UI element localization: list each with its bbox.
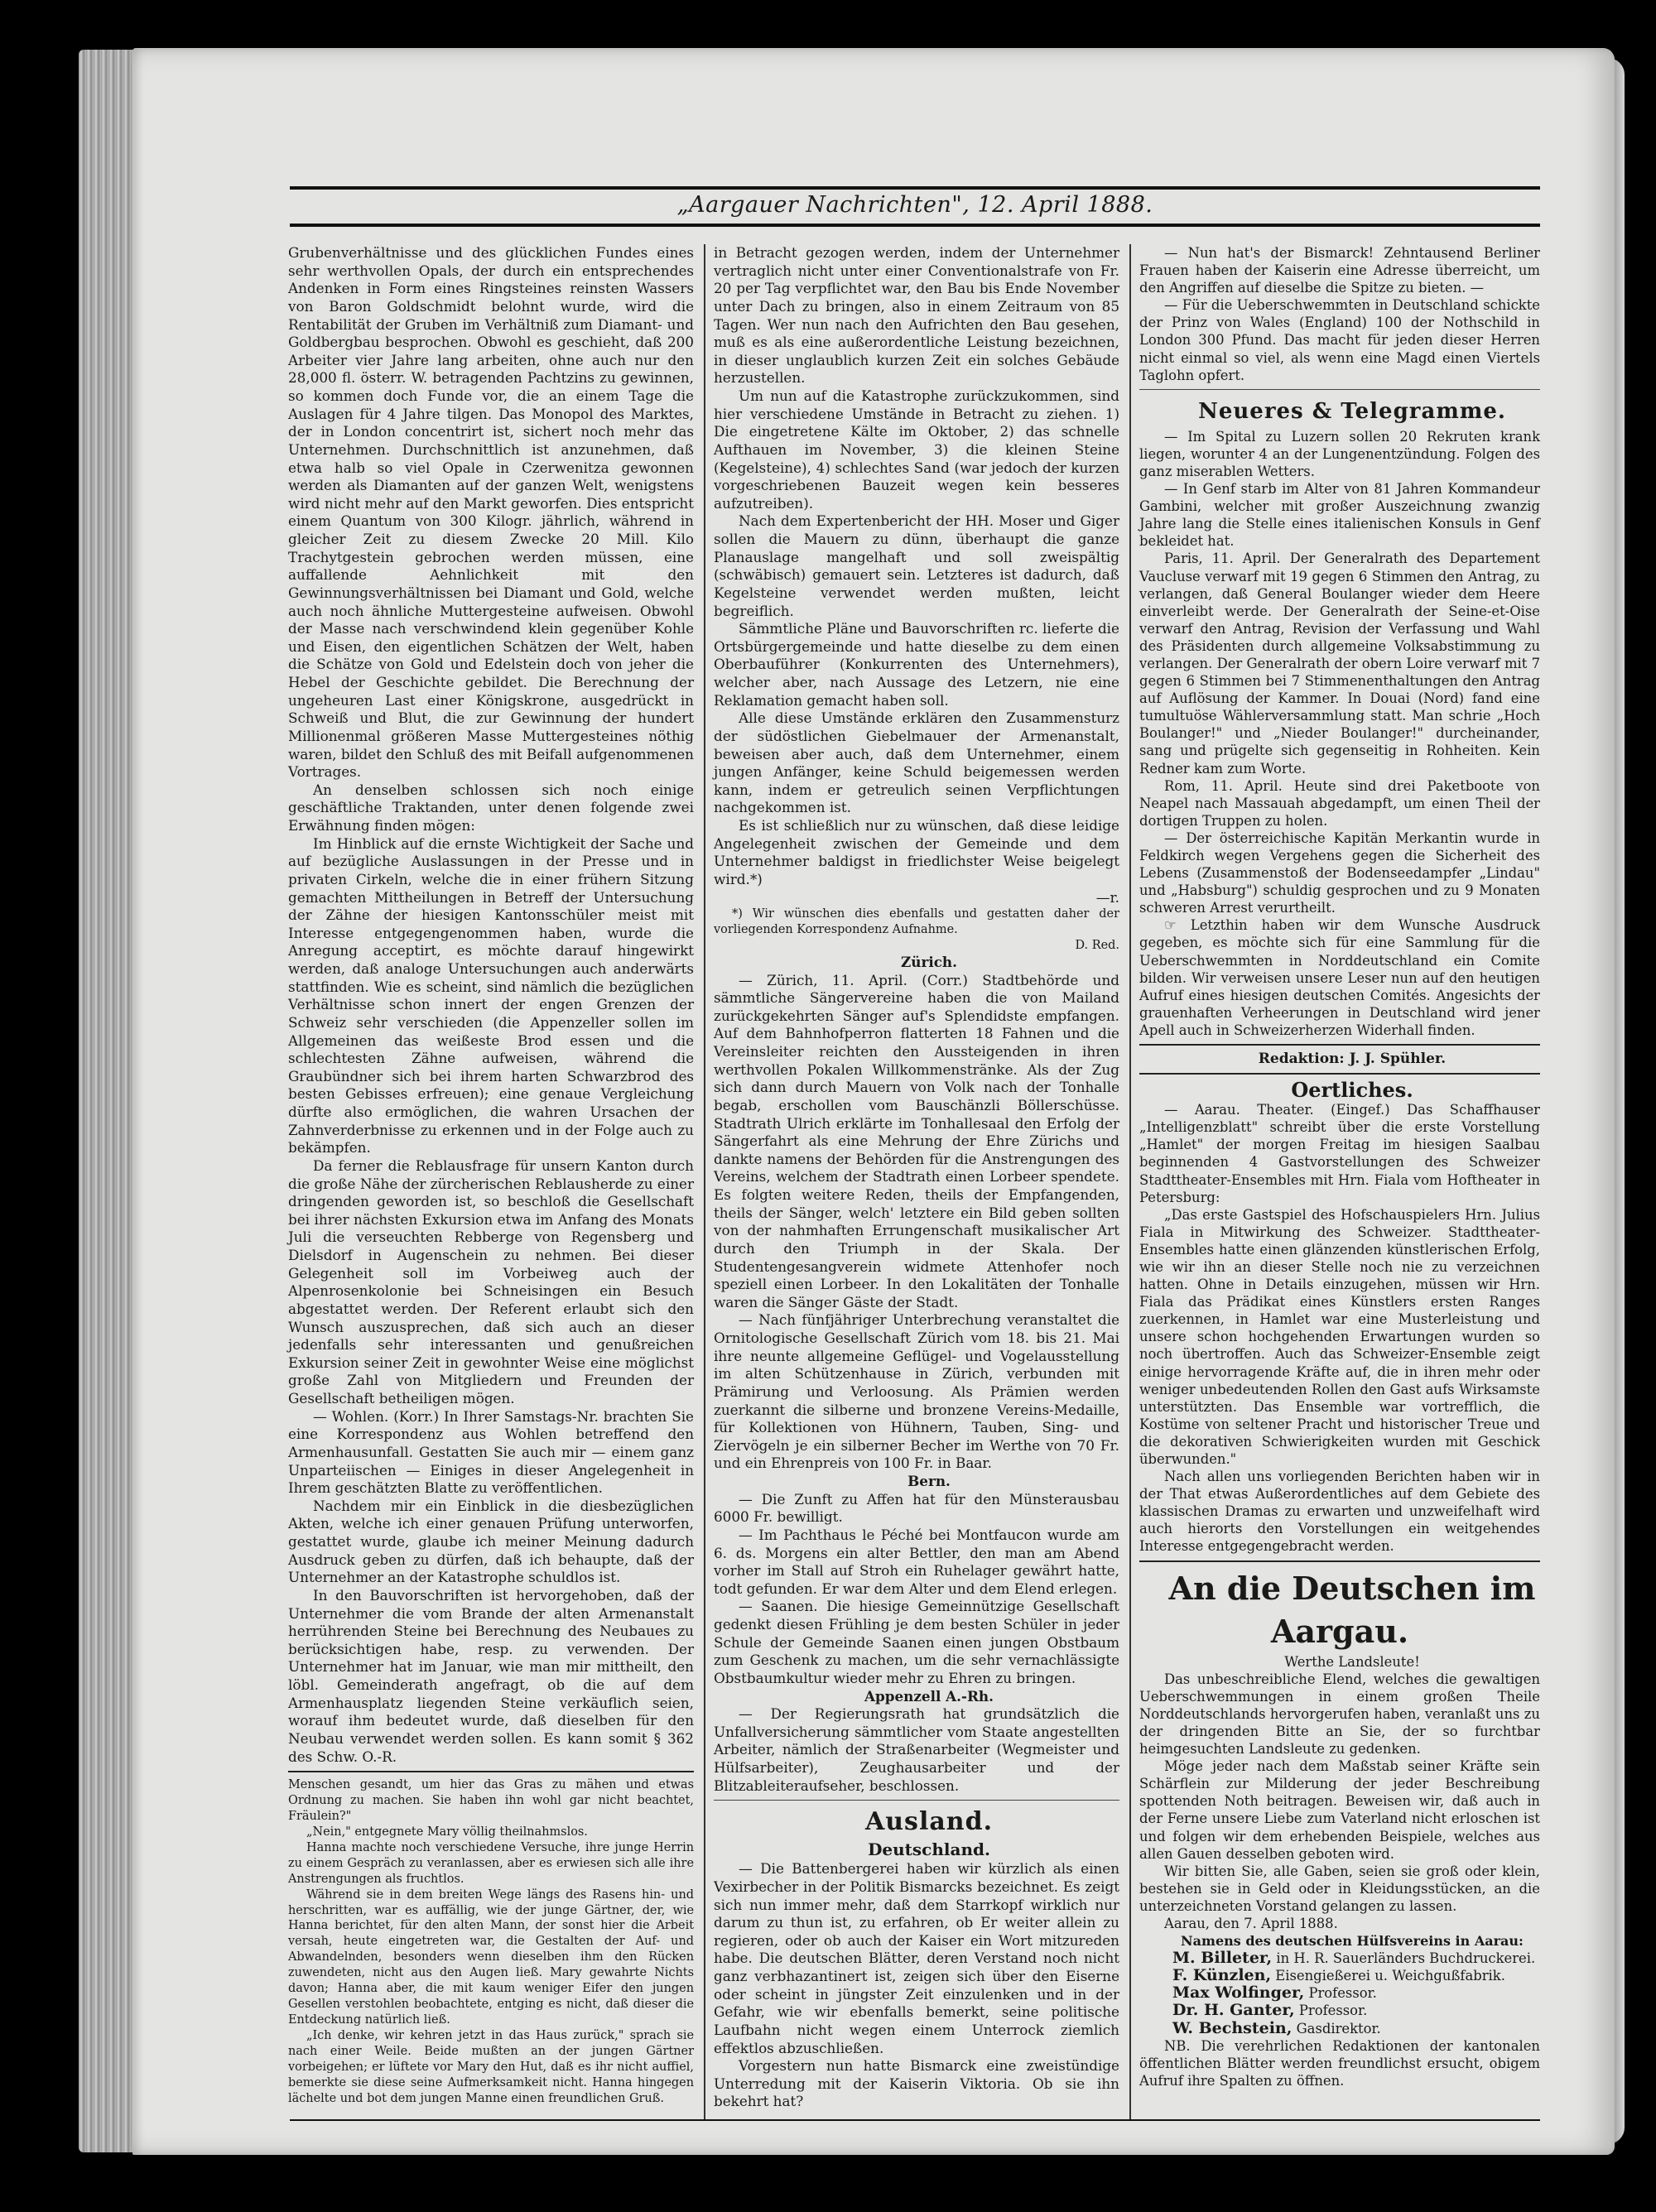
signatory-role: in H. R. Sauerländers Buchdruckerei. [1276, 1950, 1536, 1967]
footnote-signature: D. Red. [1075, 938, 1119, 952]
section-separator [1139, 389, 1540, 390]
article-paragraph: — Wohlen. (Korr.) In Ihrer Samstags-Nr. brachten Sie eine Korrespondenz aus Wohlen betreffend den Armenhausunfall. Gestatten Sie auch mir — einem ganz Unparteiischen — Einiges in dieser Angelegenheit in Ihrem geschätzten Blatte zu veröffentlichen. [288, 1407, 694, 1497]
article-paragraph: — Nun hat's der Bismarck! Zehntausend Berliner Frauen haben der Kaiserin eine Adresse überreicht, um den Angriffen auf dieselbe die Spitze zu bieten. — [1139, 245, 1540, 296]
masthead: „Aargauer Nachrichten", 12. April 1888. [676, 192, 1153, 218]
signatory [1172, 1984, 1540, 2002]
section-separator [1139, 1073, 1540, 1075]
signatory-list [1139, 1950, 1540, 2036]
article-paragraph: An denselben schlossen sich noch einige geschäftliche Traktanden, unter denen folgende zwei Erwähnung finden mögen: [288, 781, 694, 834]
appeal-paragraph: Wir bitten Sie, alle Gaben, seien sie groß oder klein, bestehen sie in Geld oder in Kleidungsstücken, an die unterzeichneten Vorstand gelangen zu lassen. [1139, 1863, 1540, 1914]
article-paragraph: — Die Zunft zu Affen hat für den Münsterausbau 6000 Fr. bewilligt. [714, 1490, 1119, 1526]
article-paragraph: Im Hinblick auf die ernste Wichtigkeit der Sache und auf bezügliche Auslassungen in der Presse und in privaten Cirkeln, welche die in einer frühern Sitzung gemachten Mittheilungen in Betreff der Untersuchung der Zähne der hiesigen Kantonsschüler meist mit Interesse entgegengenommen haben, wurde die Anregung acceptirt, es möchte darauf hingewirkt werden, daß analoge Untersuchungen auch anderwärts stattfinden. Wie es scheint, sind nämlich die bezüglichen Verhältnisse schon innert der engen Grenzen der Schweiz sehr verschieden (die Appenzeller sollen im Allgemeinen das weißeste Brod essen und die schlechtesten Zähne aufweisen, während die Graubündner sich bei ihrem harten Schwarzbrod des besten Gebisses erfreuen); eine genaue Vergleichung dürfte also ermöglichen, die wahren Ursachen der Zahnverderbnisse zu erkennen und in der Folge auch zu bekämpfen. [288, 834, 694, 1156]
appeal-committee: Namens des deutschen Hülfsvereins in Aarau: [1181, 1933, 1524, 1950]
article-paragraph: Sämmtliche Pläne und Bauvorschriften rc. lieferte die Ortsbürgergemeinde und hatte dieselbe zu dem einen Oberbauführer (Konkurrenten des Unternehmers), welcher aber, nach Aussage des Letzern, nie eine Reklamation gemacht haben soll. [714, 620, 1119, 709]
article-paragraph: Grubenverhältnisse und des glücklichen Fundes eines sehr werthvollen Opals, der durch ein entsprechendes Andenken in Form eines Ringsteines reinsten Wassers von Baron Goldschmidt belohnt wurde, wird die Rentabilität der Gruben im Verhältniß zum Diamant- und Goldbergbau besprochen. Obwohl es geschieht, daß 200 Arbeiter vier Jahre lang arbeiten, ohne auch nur den 28,000 fl. österr. W. betragenden Pachtzins zu gewinnen, so kommen doch Funde vor, die an einem Tage die Auslagen für 4 Jahre tilgen. Das Monopol des Marktes, der in London concentrirt ist, sichert noch mehr das Unternehmen. Durchschnittlich ist anzunehmen, daß etwa halb so viel Opale in Czerwenitza gewonnen werden als Diamanten auf der ganzen Welt, wenigstens wird nicht mehr auf den Markt geworfen. Dies entspricht einem Quantum von 300 Kilogr. jährlich, während in gleicher Zeit zu diesem Zwecke 20 Mill. Kilo Trachytgestein gebrochen werden müssen, eine auffallende Aehnlichkeit mit den Gewinnungsverhältnissen bei Diamant und Gold, welche auch noch ähnliche Muttergesteine aufweisen. Obwohl der Masse nach verschwindend klein gegenüber Kohle und Eisen, den eigentlichen Schätzen der Welt, haben die Schätze von Gold und Edelstein doch von jeher die Hebel der Geschichte gebildet. Die Berechnung der ungeheuren Last einer Königskrone, ausgedrückt in Schweiß und Blut, die zur Gewinnung der hundert Millionenmal größeren Masse Muttergesteines nöthig waren, bildet den Schluß des mit Beifall aufgenommenen Vortrages. [288, 244, 694, 781]
column-3 [1139, 244, 1540, 2089]
article-paragraph: — Aarau. Theater. (Eingef.) Das Schaffhauser „Intelligenzblatt" schreibt über die erste Vorstellung „Hamlet" der morgen Freitag im hiesigen Saalbau beginnenden 4 Gastvorstellungen des Schweizer Stadttheater-Ensembles mit Hrn. Fiala vom Hoftheater in Petersburg: [1139, 1102, 1540, 1205]
article-paragraph: — Zürich, 11. April. (Corr.) Stadtbehörde und sämmtliche Sängervereine haben die von Mailand zurückgekehrten Sänger auf's Splendidste empfangen. Auf dem Bahnhofperron flatterten 18 Fahnen und die Vereinsleiter reichten den Aussteigenden in ihren werthvollen Pokalen Willkommenstränke. Als der Zug sich dann durch Mauern von Volk nach der Tonhalle begab, erschollen vom Bauschänzli Böllerschüsse. Stadtrath Ulrich erklärte im Tonhallesaal den Erfolg der Sängerfahrt als eine Mehrung der Ehre Zürichs und dankte namens der Behörden für die Anstrengungen des Vereins, welchem der Stadtrath einen Lorbeer spendete. Es folgten weitere Reden, theils der Empfangenden, theils der Sänger, welch' letztere ein Bild geben sollten von der nahmhaften Errungenschaft musikalischer Art durch den Triumph in der Skala. Der Studentengesangverein widmete Attenhofer noch speziell einen Lorbeer. In den Lokalitäten der Tonhalle waren die Sänger Gäste der Stadt. [714, 971, 1119, 1310]
appeal-note: NB. Die verehrlichen Redaktionen der kantonalen öffentlichen Blätter werden freundlichst ersucht, obigem Aufruf ihre Spalten zu öffnen. [1139, 2037, 1540, 2089]
article-paragraph: Da ferner die Reblausfrage für unsern Kanton durch die große Nähe der zürcherischen Reblausherde zu einer dringenden geworden ist, so beschloß die Gesellschaft bei ihrer nächsten Exkursion etwa im Anfang des Monats Juli die verseuchten Rebberge von Regensberg und Dielsdorf in Augenschein zu nehmen. Bei dieser Gelegenheit soll im Vorbeiweg auch der Alpenrosenkolonie bei Schneisingen ein Besuch abgestattet werden. Der Referent erlaubt sich den Wunsch auszusprechen, daß sich auch an dieser jedenfalls sehr interessanten und genußreichen Exkursion seiner Zeit in gewohnter Weise eine möglichst große Zahl von Mitgliedern und Freunden der Gesellschaft betheiligen mögen. [288, 1156, 694, 1407]
bottom-rule [290, 2119, 1540, 2121]
feuilleton-separator [288, 1771, 694, 1772]
article-paragraph: — Nach fünfjähriger Unterbrechung veranstaltet die Ornitologische Gesellschaft Zürich vom 18. bis 21. Mai ihre neunte allgemeine Geflügel- und Vogelausstellung im alten Schützenhause in Zürich, verbunden mit Prämirung und Verloosung. Als Prämien werden zuerkannt die silberne und bronzene Vereins-Medaille, für Kollektionen von Hühnern, Tauben, Sing- und Ziervögeln je ein silberner Becher im Werthe von 70 Fr. und ein Ehrenpreis von 100 Fr. in Baar. [714, 1311, 1119, 1472]
book-page-edges [79, 50, 137, 2152]
article-paragraph: — In Genf starb im Alter von 81 Jahren Kommandeur Gambini, welcher mit großer Auszeichnung zwanzig Jahre lang die Stelle eines italienischen Konsuls in Genf bekleidet hat. [1139, 481, 1540, 550]
article-paragraph: — Im Pachthaus le Péché bei Montfaucon wurde am 6. ds. Morgens ein alter Bettler, den man am Abend vorher im Stall auf Stroh ein Ruhelager gewährt hatte, todt gefunden. Er war dem Alter und dem Elend erlegen. [714, 1526, 1119, 1597]
feuilleton-paragraph: Hanna machte noch verschiedene Versuche, ihre junge Herrin zu einem Gespräch zu veranlassen, aber es erwiesen sich alle ihre Anstrengungen als fruchtlos. [288, 1840, 694, 1886]
section-heading-appenzell: Appenzell A.-Rh. [864, 1687, 994, 1705]
article-paragraph: — Für die Ueberschwemmten in Deutschland schickte der Prinz von Wales (England) 100 der Nothschild in London 300 Pfund. Das macht für jeden dieser Herren nicht einmal so viel, als wenn eine Magd einen Viertels Taglohn opfert. [1139, 297, 1540, 383]
column-1 [288, 244, 694, 2106]
article-paragraph: ☞ Letzthin haben wir dem Wunsche Ausdruck gegeben, es möchte sich für eine Sammlung für die Ueberschwemmten in Norddeutschland ein Comite bilden. Wir verweisen unsere Leser nun auf den heutigen Aufruf eines hiesigen deutschen Comités. Angesichts der grauenhaften Verheerungen in Deutschland wird jener Apell auch in Schweizerherzen Widerhall finden. [1139, 917, 1540, 1038]
article-paragraph: In den Bauvorschriften ist hervorgehoben, daß der Unternehmer die vom Brande der alten Armenanstalt herrührenden Steine bei Berechnung des Neubaues zu berücksichtigen habe, resp. zu verwenden. Der Unternehmer hat im Januar, wie man mir mittheilt, den löbl. Gemeinderath angefragt, ob die auf dem Armenhausplatz liegenden Steine verkäuflich seien, worauf ihm bedeutet wurde, daß dieselben für den Neubau verwendet werden sollen. Es kann somit § 362 des Schw. O.-R. [288, 1586, 694, 1765]
article-paragraph: Vorgestern nun hatte Bismarck eine zweistündige Unterredung mit der Kaiserin Viktoria. Ob sie ihn bekehrt hat? [714, 2057, 1119, 2110]
signatory-role: Professor. [1308, 1985, 1377, 2002]
article-paragraph: Paris, 11. April. Der Generalrath des Departement Vaucluse verwarf mit 19 gegen 6 Stimmen den Antrag, zu verlangen, daß General Boulanger wieder dem Heere einverleibt werde. Der Generalrath der Seine-et-Oise verwarf den Antrag, Revision der Verfassung und Wahl des Präsidenten durch allgemeine Volksabstimmung zu verlangen. Der Generalrath der obern Loire verwarf mit 7 gegen 6 Stimmen bei 7 Stimmenenthaltungen den Antrag auf Auflösung der Kammer. In Douai (Nord) fand eine tumultuöse Wählerversammlung statt. Man schrie „Hoch Boulanger!" und „Nieder Boulanger!" durcheinander, sang und prügelte sich gegenseitig in Rohheiten. Kein Redner kam zum Worte. [1139, 551, 1540, 777]
article-paragraph: „Das erste Gastspiel des Hofschauspielers Hrn. Julius Fiala in Mitwirkung des Schweizer. Stadttheater-Ensembles hatte einen glänzenden künstlerischen Erfolg, wie wir ihn an dieser Stelle noch nie zu verzeichnen hatten. Ohne in Details einzugehen, müssen wir Hrn. Fiala das Prädikat eines Künstlers ersten Ranges zuerkennen, in Hamlet war eine Musterleistung und unsere schon hochgehenden Erwartungen wurden so noch übertroffen. Auch das Schweizer-Ensemble zeigt einige hervorragende Kräfte auf, die in ihren mehr oder weniger unbedeutenden Rollen den Gast aufs Wirksamste unterstützten. Das Ensemble war vortrefflich, die Kostüme von seltener Pracht und historischer Treue und die dekorativen Schwierigkeiten wurden mit Geschick überwunden." [1139, 1206, 1540, 1467]
column-rule [1129, 244, 1131, 2119]
article-paragraph: Um nun auf die Katastrophe zurückzukommen, sind hier verschiedene Umstände in Betracht zu ziehen. 1) Die eingetretene Kälte im Oktober, 2) das schnelle Aufthauen im November, 3) die kleinen Steine (Kegelsteine), 4) schlechtes Sand (war jedoch der kurzen vorgeschriebenen Bauzeit wegen kein besseres aufzutreiben). [714, 387, 1119, 512]
section-separator [714, 1800, 1119, 1801]
section-heading-neueres: Neueres & Telegramme. [1198, 398, 1506, 424]
feuilleton-paragraph: Während sie in dem breiten Wege längs des Rasens hin- und herschritten, war es auffällig, wie der junge Gärtner, der, wie Hanna berichtet, für den alten Mann, der sonst hier die Arbeit versah, heute eingetreten war, die Gestalten der Auf- und Abwandelnden, besonders wenn dieselben ihm den Rücken zuwendeten, nicht aus den Augen ließ. Mary gewahrte Nichts davon; Hanna aber, die mit kaum weniger Eifer den jungen Gesellen verstohlen beobachtete, entging es nicht, daß dieser die Entdeckung natürlich ließ. [288, 1887, 694, 2027]
section-heading-ausland: Ausland. [864, 1807, 994, 1837]
appeal-heading: An die Deutschen im Aargau. [1168, 1569, 1536, 1650]
appeal-paragraph: Das unbeschreibliche Elend, welches die gewaltigen Ueberschwemmungen in einem großen Theile Norddeutschlands hervorgerufen haben, veranlaßt uns zu der dringenden Bitte an Sie, der so furchtbar heimgesuchten Landsleute zu gedenken. [1139, 1671, 1540, 1758]
section-separator [1139, 1560, 1540, 1562]
footnote: *) Wir wünschen dies ebenfalls und gestatten daher der vorliegenden Korrespondenz Aufnahme. [714, 907, 1119, 937]
signatory [1172, 1967, 1540, 1984]
signatory-role: Gasdirektor. [1296, 2020, 1381, 2036]
article-paragraph: Es ist schließlich nur zu wünschen, daß diese leidige Angelegenheit zwischen der Gemeinde und dem Unternehmer baldigst in friedlichster Weise beigelegt wird.*) [714, 817, 1119, 887]
column-rule [704, 244, 705, 2119]
section-heading-zurich: Zürich. [901, 953, 957, 970]
section-heading-oertliches: Oertliches. [1291, 1078, 1413, 1103]
signatory-role: Eisengießerei u. Weichgußfabrik. [1275, 1968, 1505, 1984]
masthead-top-rule [290, 186, 1540, 190]
article-paragraph: — Im Spital zu Luzern sollen 20 Rekruten krank liegen, worunter 4 an der Lungenentzündung. Folgen des ganz miserablen Wetters. [1139, 428, 1540, 479]
signatory-name: Max Wolfinger, [1172, 1984, 1305, 2003]
feuilleton-paragraph: „Ich denke, wir kehren jetzt in das Haus zurück," sprach sie nach einer Weile. Beide mußten an der jungen Gärtner vorbeigehen; er lüftete vor Mary den Hut, daß es ihr nicht auffiel, bemerkte sie diese seine Aufmerksamkeit nicht. Hanna hingegen lächelte und bot dem jungen Manne einen freundlichen Gruß. [288, 2028, 694, 2105]
signatory [1172, 1950, 1540, 1967]
appeal-date: Aarau, den 7. April 1888. [1164, 1915, 1338, 1931]
signature: —r. [1095, 888, 1119, 906]
feuilleton-paragraph: „Nein," entgegnete Mary völlig theilnahmslos. [306, 1825, 588, 1839]
article-paragraph: Rom, 11. April. Heute sind drei Paketboote von Neapel nach Massauah abgedampft, um einen Theil der dortigen Truppen zu holen. [1139, 777, 1540, 829]
article-paragraph: — Die Battenbergerei haben wir kürzlich als einen Vexirbecher in der Politik Bismarcks bezeichnet. Es zeigt sich nun immer mehr, daß dem Starrkopf wirklich nur darum zu thun ist, zu erfahren, ob Er weiter allein zu regieren, oder ob auch der Kaiser ein Wort mitzureden habe. Die deutschen Blätter, deren Verstand noch nicht ganz verbhazantinert ist, zeigen sich über den Eiserne oder scheint in jüngster Zeit einzulenken und in der Gefahr, wie wir ebenfalls bemerkt, seine politische Laufbahn nicht wegen einem Unterrock ziemlich effektlos abzuschließen. [714, 1860, 1119, 2056]
masthead-bottom-rule [290, 224, 1540, 227]
signatory-name: W. Bechstein, [1172, 2018, 1293, 2037]
section-separator [1139, 1044, 1540, 1046]
section-heading-bern: Bern. [907, 1473, 951, 1490]
appeal-paragraph: Möge jeder nach dem Maßstab seiner Kräfte sein Schärflein zur Milderung der jeder Beschreibung spottenden Noth beitragen. Beweisen wir, daß auch in der Ferne unsere Liebe zum Vaterland nicht erloschen ist und folgen wir dem erhebenden Beispiele, welches aus allen Gauen desselben geboten wird. [1139, 1758, 1540, 1862]
article-paragraph: Nach dem Expertenbericht der HH. Moser und Giger sollen die Mauern zu dünn, überhaupt die ganze Planauslage mangelhaft und soll zweispältig (schwäbisch) gemauert sein. Letzteres ist dadurch, daß Kegelsteine verwendet werden mußten, leicht begreiflich. [714, 512, 1119, 619]
article-paragraph: — Der Regierungsrath hat grundsätzlich die Unfallversicherung sämmtlicher vom Staate angestellten Arbeiter, nämlich der Straßenarbeiter (Wegmeister und Hülfsarbeiter), Zeughausarbeiter und der Blitzableiteraufseher, beschlossen. [714, 1705, 1119, 1794]
signatory-name: F. Künzlen, [1172, 1966, 1272, 1985]
signatory-role: Professor. [1298, 2003, 1368, 2019]
article-paragraph: in Betracht gezogen werden, indem der Unternehmer vertraglich nicht unter einer Conventionalstrafe von Fr. 20 per Tag verpflichtet war, den Bau bis Ende November unter Dach zu bringen, also in einem Zeitraum von 85 Tagen. Wer nun nach den Aufrichten den Bau gesehen, muß es als eine außerordentliche Leistung bezeichnen, in dieser unglaublich kurzen Zeit ein solches Gebäude herzustellen. [714, 244, 1119, 387]
appeal-salutation: Werthe Landsleute! [1284, 1653, 1420, 1670]
column-2 [714, 244, 1119, 2111]
article-paragraph: Alle diese Umstände erklären den Zusammensturz der südöstlichen Giebelmauer der Armenanstalt, beweisen aber auch, daß dem Unternehmer, einem jungen Anfänger, keine Schuld beigemessen werden kann, indem er getreulich seinen Verpflichtungen nachgekommen ist. [714, 709, 1119, 816]
article-paragraph: Nach allen uns vorliegenden Berichten haben wir in der That etwas Außerordentliches auf dem Gebiete des klassischen Dramas zu erwarten und unzweifelhaft wird auch hierorts den Vorstellungen ein weitgehendes Interesse entgegengebracht werden. [1139, 1469, 1540, 1555]
article-paragraph: Nachdem mir ein Einblick in die diesbezüglichen Akten, welche ich einer genauen Prüfung unterworfen, gestattet wurde, glaube ich meiner Meinung dadurch Ausdruck geben zu dürfen, daß ich behaupte, daß der Unternehmer an der Katastrophe schuldlos ist. [288, 1497, 694, 1586]
signatory [1172, 2020, 1540, 2037]
signatory-name: Dr. H. Ganter, [1172, 2001, 1295, 2020]
signatory [1172, 2002, 1540, 2019]
editor-line: Redaktion: J. J. Spühler. [1258, 1051, 1447, 1068]
signatory-name: M. Billeter, [1172, 1949, 1273, 1968]
feuilleton-paragraph: Menschen gesandt, um hier das Gras zu mähen und etwas Ordnung zu machen. Sie haben ihn wohl gar nicht beachtet, Fräulein?" [288, 1778, 694, 1823]
subsection-heading-deutschland: Deutschland. [868, 1839, 990, 1860]
article-paragraph: — Der österreichische Kapitän Merkantin wurde in Feldkirch wegen Vergehens gegen die Sicherheit des Lebens (Zusammenstoß der Bodenseedampfer „Lindau" und „Habsburg") schuldig gesprochen und zu 9 Monaten schweren Arrest verurtheilt. [1139, 830, 1540, 916]
article-paragraph: — Saanen. Die hiesige Gemeinnützige Gesellschaft gedenkt diesen Frühling je dem besten Schüler in jeder Schule der Gemeinde Saanen einen jungen Obstbaum zum Geschenk zu machen, um die sehr vernachlässigte Obstbaumkultur wieder mehr zu Ehren zu bringen. [714, 1598, 1119, 1686]
